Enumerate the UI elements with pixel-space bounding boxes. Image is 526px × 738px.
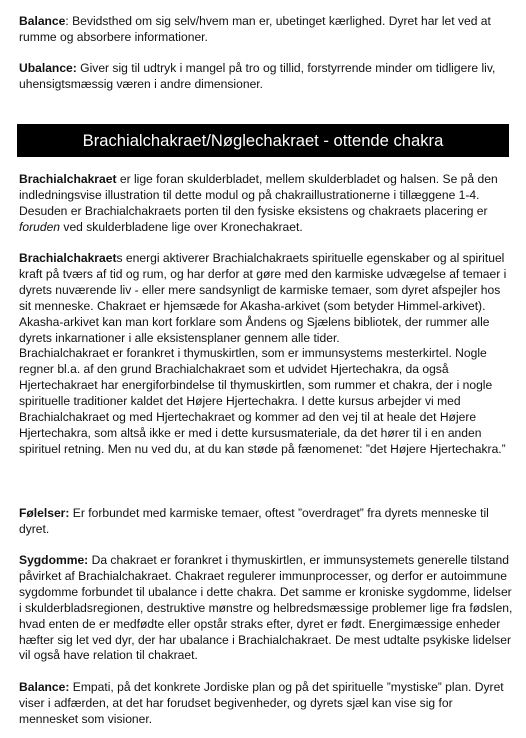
disease-text: Da chakraet er forankret i thymuskirtlen, er immunsystemets generelle tilstand påvirket af Brachialchakraet. Chakraet regulerer immunprocesser, og derfor er autoimmune sygdomme forbundet til ubalance i dette chakra. Det samme er kroniske sygdomme, lidelser i skulderbladsregionen, destruktive mønstre og helbredsmæssige problemer lige fra fødslen, hvad enten de er medfødte eller opstår straks efter, dyret er født. Energimæssige enheder hæfter sig let ved dyr, der har ubalance i Brachialchakraet. De mest udtalte psykiske lidelser vil også have relation til chakraet.	[19, 553, 513, 663]
energy-paragraph	[19, 251, 513, 458]
balance-paragraph	[19, 14, 513, 46]
intro-italic: foruden	[19, 219, 61, 234]
balance-bottom-label: Balance:	[19, 680, 70, 694]
balance-text: : Bevidsthed om sig selv/hvem man er, ubetinget kærlighed. Dyret har let ved at rumme og absorbere informationer.	[19, 14, 491, 44]
feelings-text: Er forbundet med karmiske temaer, oftest ”overdraget” fra dyrets menneske til dyret.	[19, 506, 489, 536]
disease-label: Sygdomme:	[19, 553, 89, 567]
balance-bottom-paragraph	[19, 680, 513, 728]
intro-label: Brachialchakraet	[19, 172, 117, 186]
intro-paragraph	[19, 172, 513, 236]
ubalance-paragraph	[19, 61, 513, 93]
energy-text: s energi aktiverer Brachialchakraets spirituelle egenskaber og al spirituel kraft på tværs af tid og rum, og har derfor at gøre med den karmiske udvægelse af temaer i dyrets nuværende liv - eller mere sandsynligt de karmiske temaer, som dyret afspejler hos sit menneske. Chakraet er hjemsæde for Akasha-arkivet (som betyder Himmel-arkivet). Akasha-arkivet kan man kort forklare som Åndens og Sjælens bibliotek, der rummer alle dyrets inkarnationer i alle eksistensplaner gennem alle tider.	[19, 251, 507, 345]
balance-label: Balance	[19, 14, 66, 28]
feelings-paragraph	[19, 506, 513, 538]
energy-label: Brachialchakraet	[19, 251, 117, 265]
feelings-label: Følelser:	[19, 506, 70, 520]
intro-text-b: ved skulderbladene lige over Kronechakraet.	[60, 219, 303, 234]
ubalance-label: Ubalance:	[19, 61, 77, 75]
ubalance-text: Giver sig til udtryk i mangel på tro og tillid, forstyrrende minder om tidligere liv, uhensigtsmæssig væren i andre dimensioner.	[19, 61, 496, 91]
thymus-paragraph: Brachialchakraet er forankret i thymuskirtlen, som er immunsystems mesterkirtel. Nogle regner bl.a. af den grund Brachialchakraet som et udvidet Hjertechakra, da også Hjertechakraet har energiforbindelse til thymuskirtlen, som rummer et chakra, der i nogle spirituelle traditioner kaldet det Højere Hjertechakra. I dette kursus arbejder vi med Brachialchakraet og med Hjertechakraet og kommer ad den vej til at heale det Højere Hjertechakra, som altså ikke er med i dette kursusmateriale, da det hører til i en anden spirituel retning. Men nu ved du, at du kan støde på fænomenet: ”det Højere Hjertechakra.”	[19, 346, 506, 456]
balance-bottom-text: Empati, på det konkrete Jordiske plan og på det spirituelle ”mystiske” plan. Dyret viser i adfærden, at det har forudset begivenheder, og dyrets sjæl kan vise sig for mennesket som visioner.	[19, 680, 504, 726]
disease-paragraph	[19, 553, 513, 664]
section-heading: Brachialchakraet/Nøglechakraet - ottende chakra	[17, 124, 509, 157]
intro-text-a: er lige foran skulderbladet, mellem skulderbladet og halsen. Se på den indledningsvise illustration til dette modul og på chakraillustrationerne i tillæggene 1-4. Desuden er Brachialchakraets porten til den fysiske eksistens og chakraets placering er	[19, 172, 498, 218]
